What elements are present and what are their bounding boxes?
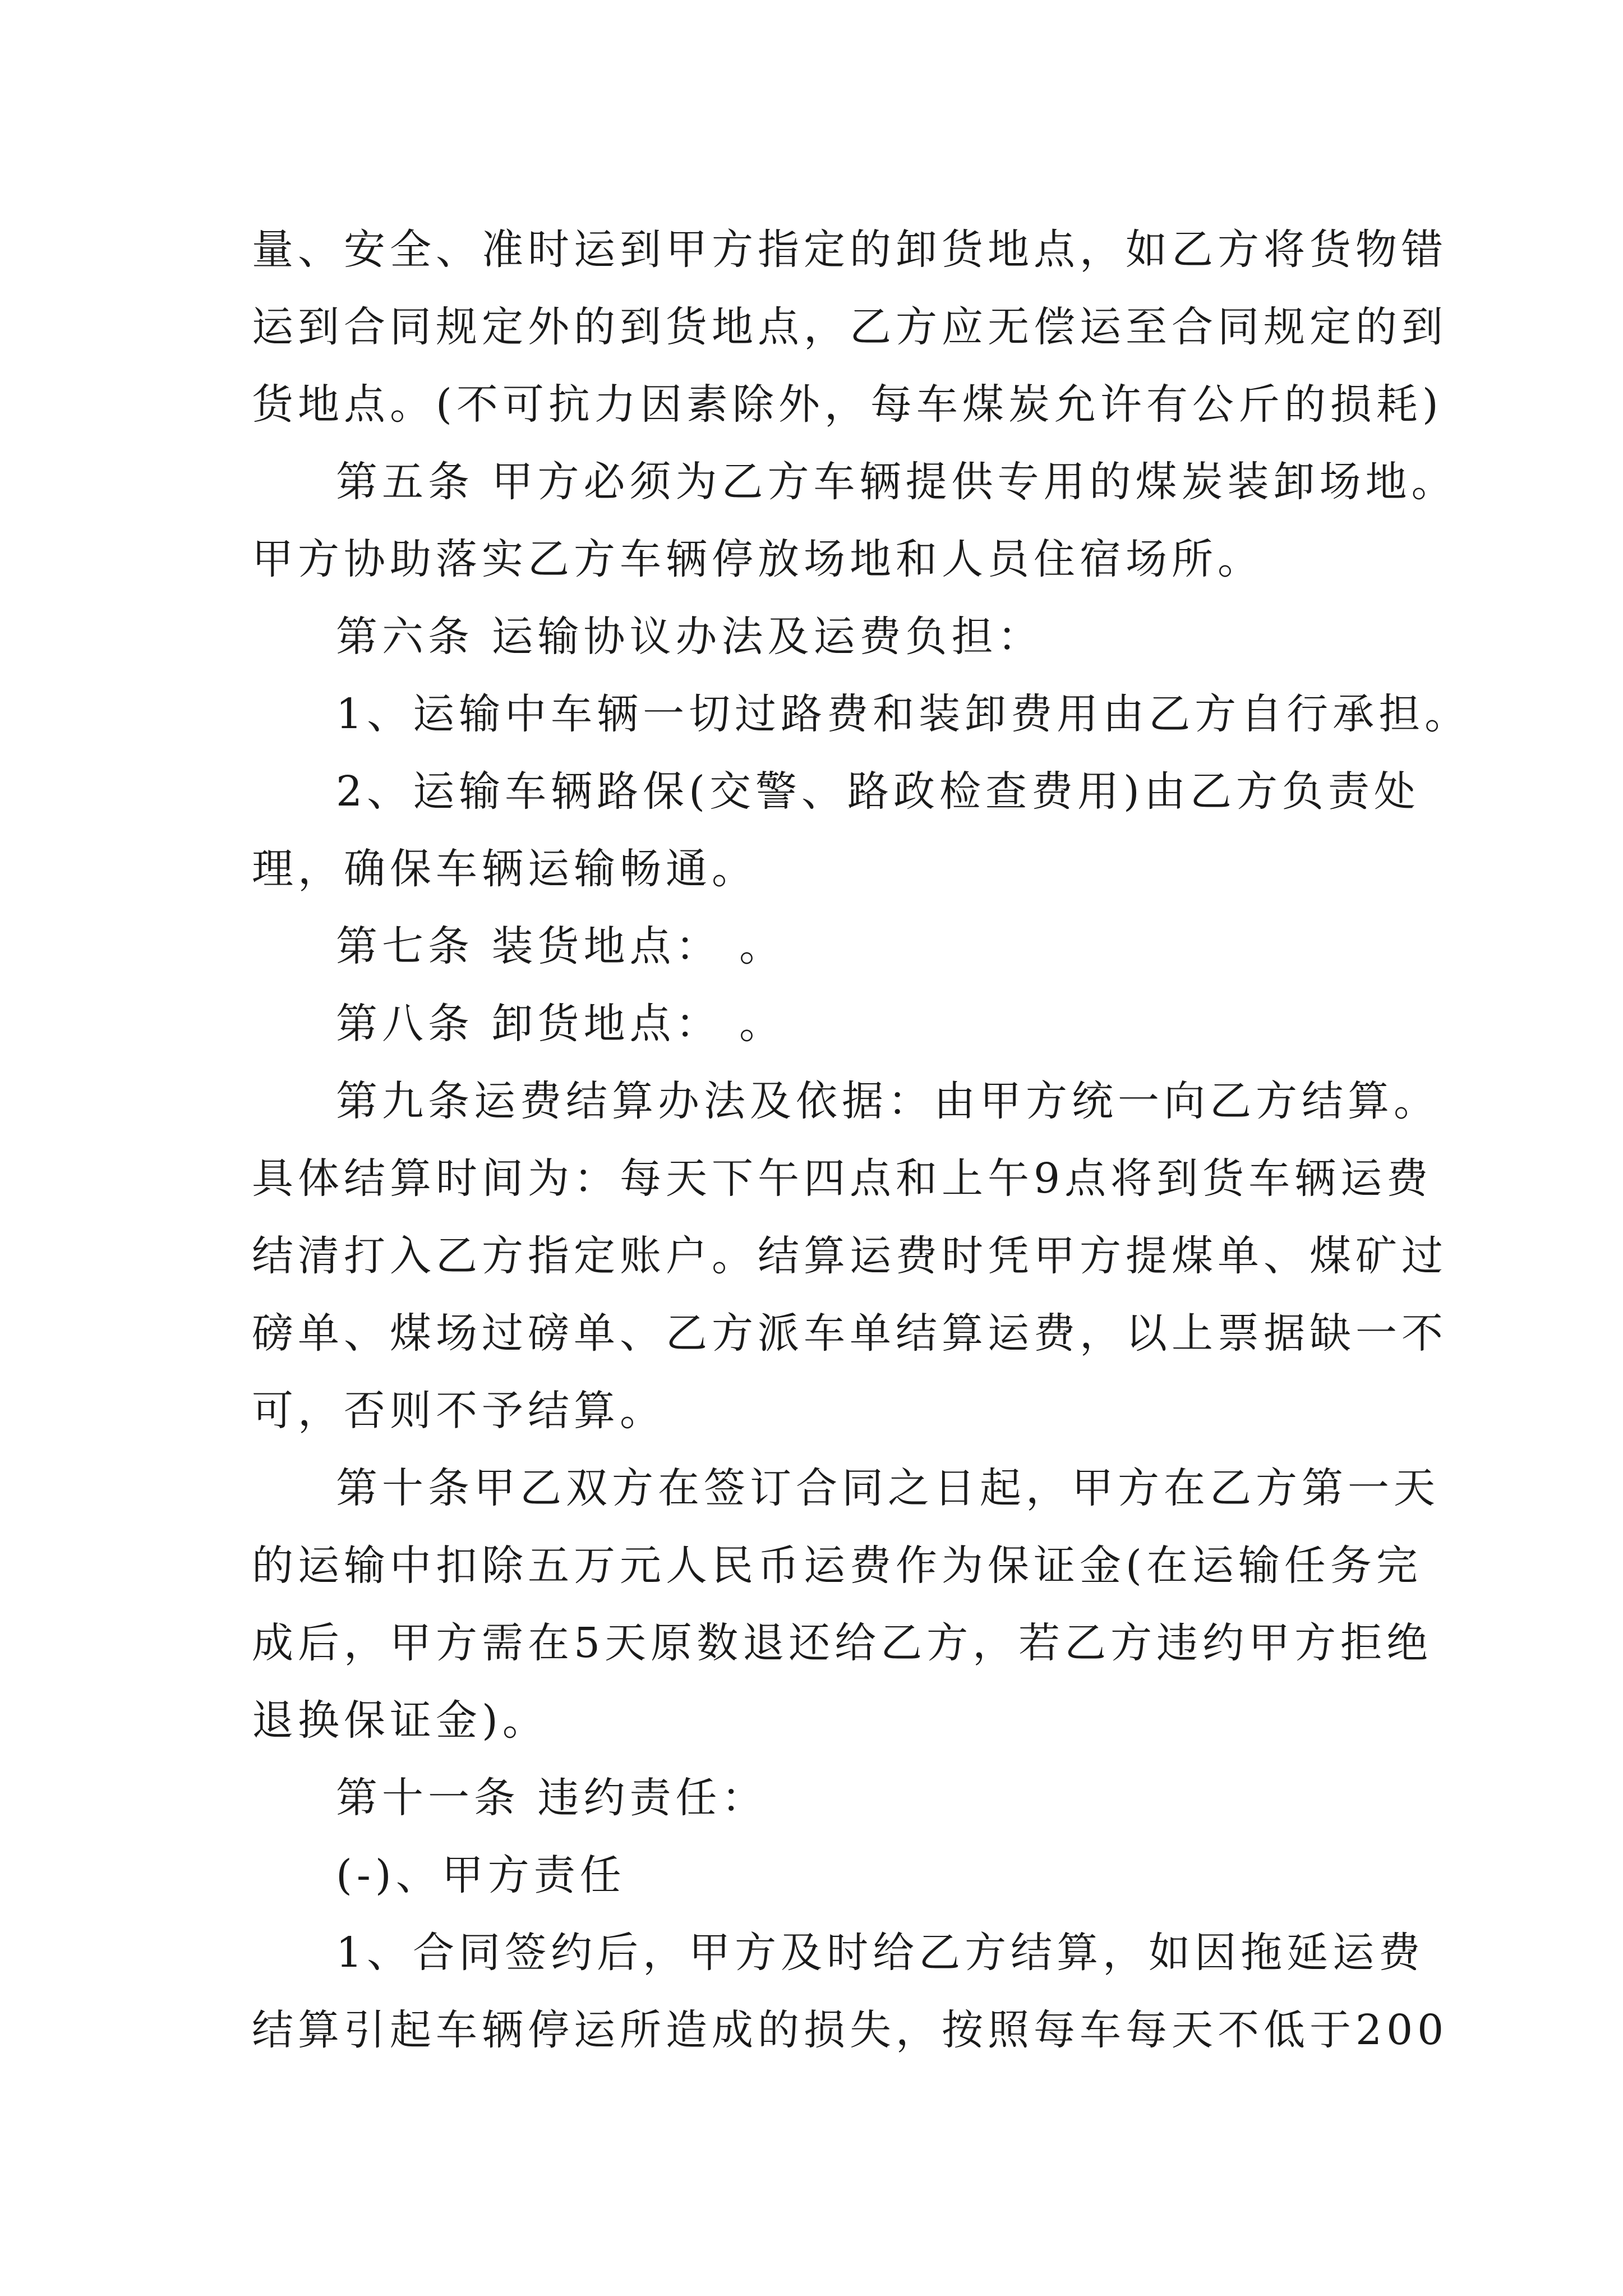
text-line: 量、安全、准时运到甲方指定的卸货地点，如乙方将货物错 (252, 226, 1447, 274)
article-10-heading-line: 第十条甲乙双方在签订合同之日起，甲方在乙方第一天 (336, 1464, 1440, 1512)
list-item-line: 2、运输车辆路保(交警、路政检查费用)由乙方负责处 (336, 767, 1420, 816)
text-line: 理，确保车辆运输畅通。 (252, 845, 758, 893)
article-6-heading-line: 第六条 运输协议办法及运费负担： (336, 613, 1044, 661)
subsection-heading-line: (-)、甲方责任 (336, 1851, 626, 1899)
article-7-heading-line: 第七条 装货地点： 。 (336, 922, 786, 970)
text-line: 退换保证金)。 (252, 1696, 548, 1745)
text-line: 货地点。(不可抗力因素除外，每车煤炭允许有公斤的损耗) (252, 380, 1443, 429)
text-line: 甲方协助落实乙方车辆停放场地和人员住宿场所。 (252, 535, 1264, 583)
text-line: 成后，甲方需在5天原数退还给乙方，若乙方违约甲方拒绝 (252, 1619, 1433, 1667)
text-line: 可，否则不予结算。 (252, 1387, 666, 1435)
list-item-line: 1、合同签约后，甲方及时给乙方结算，如因拖延运费 (336, 1929, 1425, 1977)
article-5-heading-line: 第五条 甲方必须为乙方车辆提供专用的煤炭装卸场地。 (336, 458, 1458, 506)
article-8-heading-line: 第八条 卸货地点： 。 (336, 1000, 786, 1048)
article-11-heading-line: 第十一条 违约责任： (336, 1774, 768, 1822)
article-9-heading-line: 第九条运费结算办法及依据：由甲方统一向乙方结算。 (336, 1077, 1440, 1125)
text-line: 结清打入乙方指定账户。结算运费时凭甲方提煤单、煤矿过 (252, 1232, 1447, 1280)
list-item-line: 1、运输中车辆一切过路费和装卸费用由乙方自行承担。 (336, 690, 1471, 738)
text-line: 具体结算时间为：每天下午四点和上午9点将到货车辆运费 (252, 1154, 1433, 1203)
contract-body-text (252, 211, 1471, 2069)
text-line: 磅单、煤场过磅单、乙方派车单结算运费，以上票据缺一不 (252, 1309, 1447, 1358)
text-line: 运到合同规定外的到货地点，乙方应无偿运至合同规定的到 (252, 303, 1447, 351)
text-line: 结算引起车辆停运所造成的损失，按照每车每天不低于200 (252, 2006, 1449, 2054)
text-line: 的运输中扣除五万元人民币运费作为保证金(在运输任务完 (252, 1542, 1422, 1590)
